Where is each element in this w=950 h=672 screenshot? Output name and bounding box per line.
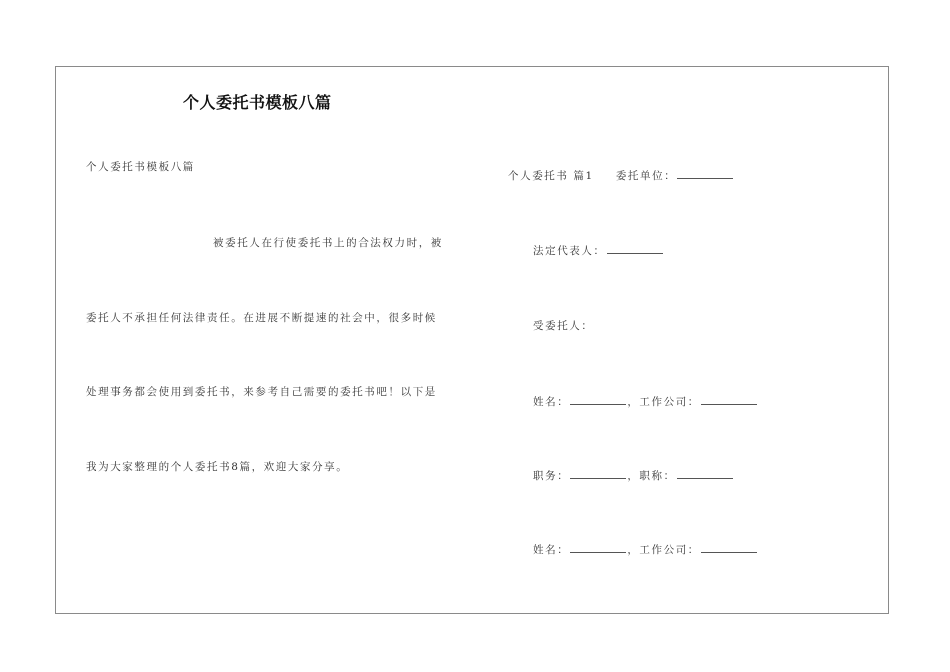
company-label-2: ，工作公司： — [627, 544, 700, 556]
company-blank-2 — [701, 543, 757, 553]
legal-rep-label: 法定代表人： — [533, 245, 606, 257]
trustee-name-line-2 — [533, 542, 758, 557]
company-blank — [701, 395, 757, 405]
form-heading: 个人委托书 篇1 — [508, 170, 594, 182]
name-blank — [570, 395, 626, 405]
document-page-frame — [55, 66, 889, 614]
legal-rep-line — [533, 243, 664, 258]
entrusting-unit-label: 委托单位： — [615, 170, 677, 182]
left-subtitle: 个人委托书模板八篇 — [86, 161, 195, 173]
position-label: 职务： — [533, 470, 570, 482]
legal-rep-blank — [607, 244, 663, 254]
entrusting-unit-blank — [677, 169, 733, 179]
position-blank — [570, 469, 626, 479]
paragraph-line-2: 委托人不承担任何法律责任。在进展不断提速的社会中，很多时候 — [86, 312, 437, 324]
form-heading-line — [508, 168, 734, 183]
name-label-2: 姓名： — [533, 544, 570, 556]
document-title: 个人委托书模板八篇 — [183, 93, 332, 112]
company-label: ，工作公司： — [627, 396, 700, 408]
trustee-label: 受委托人： — [533, 320, 594, 332]
trustee-name-line-1 — [533, 394, 758, 409]
name-blank-2 — [570, 543, 626, 553]
title-label: ，职称： — [627, 470, 676, 482]
paragraph-line-1: 被委托人在行使委托书上的合法权力时，被 — [213, 237, 443, 249]
position-line — [533, 468, 734, 483]
paragraph-line-4: 我为大家整理的个人委托书8篇，欢迎大家分享。 — [86, 461, 349, 473]
paragraph-line-3: 处理事务都会使用到委托书，来参考自己需要的委托书吧！以下是 — [86, 386, 437, 398]
title-blank — [677, 469, 733, 479]
name-label: 姓名： — [533, 396, 570, 408]
